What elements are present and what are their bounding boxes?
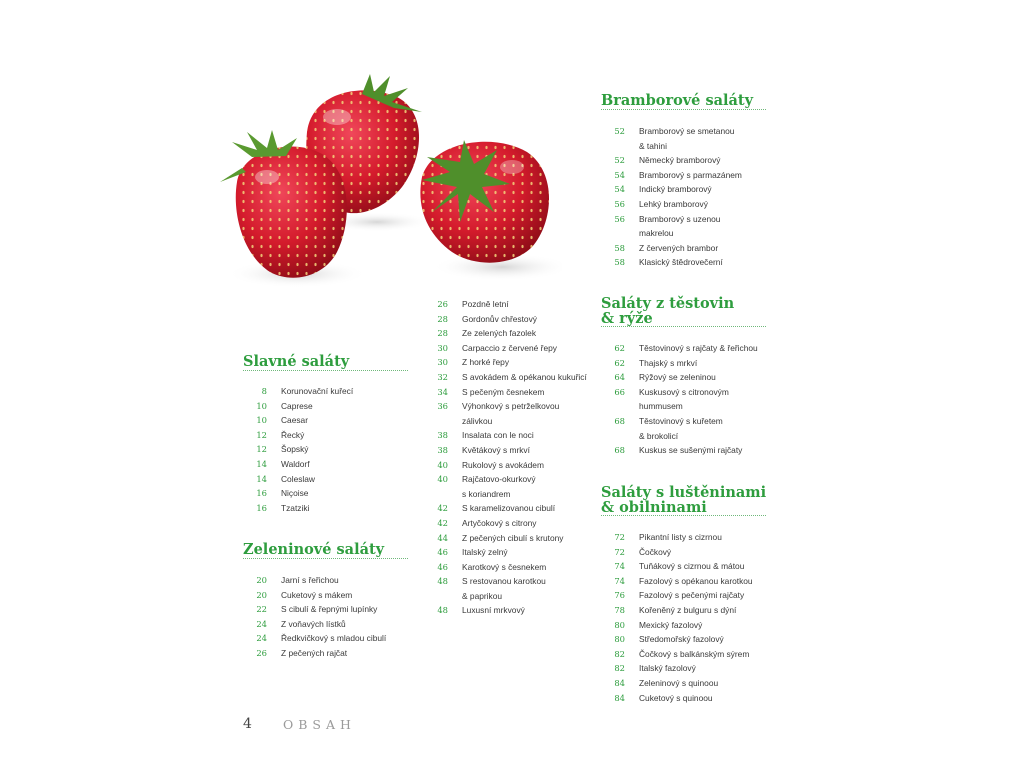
toc-entry	[424, 560, 587, 575]
toc-page-number: 78	[614, 604, 625, 615]
toc-entry	[243, 472, 353, 487]
toc-entry-title: Ze zelených fazolek	[462, 328, 537, 339]
toc-entry-title: Klasický štědrovečerní	[639, 257, 723, 268]
toc-entry-title: Kuskusový s citronovým	[639, 386, 729, 397]
toc-page-number: 84	[614, 677, 625, 688]
toc-entry	[243, 617, 386, 632]
toc-entry	[601, 691, 753, 706]
toc-entry-title: Čočkový s balkánským sýrem	[639, 648, 750, 659]
toc-entry-title: Waldorf	[281, 458, 310, 469]
toc-entry	[601, 443, 758, 458]
toc-entry-title: Korunovační kuřecí	[281, 386, 354, 396]
toc-entry	[601, 153, 742, 168]
toc-entry	[243, 399, 353, 414]
toc-page-number: 26	[437, 299, 448, 309]
toc-page-number: 82	[614, 648, 625, 659]
toc-entry	[243, 602, 386, 617]
toc-entry-title: S pečeným česnekem	[462, 386, 545, 397]
toc-page-number: 54	[614, 184, 625, 195]
section-title-slavne: Slavné saláty	[243, 353, 350, 370]
toc-entry-title: Ředkvičkový s mladou cibulí	[281, 633, 387, 644]
section-rule	[601, 515, 766, 516]
toc-entry	[424, 516, 587, 531]
toc-page-number: 42	[437, 517, 448, 528]
toc-entry	[424, 545, 587, 560]
toc-entry-title: Pozdně letní	[462, 299, 509, 309]
toc-page-number: 28	[437, 328, 448, 339]
toc-entry	[243, 413, 353, 428]
toc-entry-title: Luxusní mrkvový	[462, 605, 525, 616]
toc-entry-title: Indický bramborový	[639, 184, 712, 195]
section-title-lusteniny	[601, 485, 766, 515]
toc-entry-title: Tuňákový s cizrnou & mátou	[639, 561, 745, 572]
toc-entry-title: Mexický fazolový	[639, 619, 703, 630]
toc-page-number: 84	[614, 692, 625, 703]
toc-page-number: 46	[437, 561, 448, 572]
toc-entry	[424, 531, 587, 546]
toc-list-testoviny	[601, 341, 758, 458]
toc-entry	[424, 312, 587, 327]
toc-entry-title: Pikantní listy s cizrnou	[639, 532, 722, 542]
toc-entry-title: Těstovinový s kuřetem	[639, 415, 723, 426]
toc-entry	[601, 212, 742, 227]
toc-page-number: 26	[256, 647, 267, 658]
toc-entry-title: Bramborový s parmazánem	[639, 169, 742, 180]
toc-page-number: 80	[614, 634, 625, 645]
toc-page-number: 48	[437, 576, 448, 587]
toc-page-number: 20	[256, 589, 267, 600]
toc-entry-title: S cibulí & řepnými lupínky	[281, 604, 378, 615]
toc-entry-title: Rajčatovo-okurkový	[462, 474, 536, 485]
toc-page-number: 72	[614, 532, 625, 542]
toc-entry	[601, 241, 742, 256]
toc-entry-title: Z pečených cibulí s krutony	[462, 532, 564, 543]
toc-entry-title: Caesar	[281, 415, 308, 426]
toc-page-number: 52	[614, 155, 625, 166]
toc-entry	[424, 487, 587, 502]
toc-entry	[424, 443, 587, 458]
toc-entry-title: Karotkový s česnekem	[462, 561, 547, 572]
toc-page-number: 48	[437, 605, 448, 616]
toc-page-number: 72	[614, 546, 625, 557]
toc-page-number: 10	[256, 400, 267, 411]
toc-entry-title: s koriandrem	[462, 488, 511, 499]
strawberry-right	[420, 140, 549, 263]
section-title-line: Saláty z těstovin	[601, 295, 735, 312]
toc-entry	[424, 458, 587, 473]
toc-page-number: 30	[437, 357, 448, 368]
toc-entry-title: S restovanou karotkou	[462, 576, 546, 587]
toc-entry	[601, 139, 742, 154]
strawberries-photo	[212, 62, 562, 302]
toc-entry-title: Gordonův chřestový	[462, 313, 537, 324]
toc-entry	[601, 530, 753, 545]
toc-entry-title: Thajský s mrkví	[639, 357, 698, 368]
toc-entry	[424, 341, 587, 356]
toc-page-number: 74	[614, 561, 625, 572]
toc-entry	[243, 486, 353, 501]
toc-entry	[601, 341, 758, 356]
toc-entry-title: Artyčokový s citrony	[462, 517, 537, 528]
section-title-testoviny	[601, 296, 734, 326]
toc-page-number: 64	[614, 372, 625, 383]
footer-label: OBSAH	[283, 717, 356, 732]
toc-entry-title: Bramborový se smetanou	[639, 126, 735, 136]
toc-entry	[424, 428, 587, 443]
toc-entry	[601, 226, 742, 241]
toc-entry-title: Cuketový s quinoou	[639, 692, 713, 703]
toc-entry	[243, 646, 386, 661]
toc-page-number: 8	[261, 386, 267, 396]
toc-entry-title: Coleslaw	[281, 473, 315, 484]
toc-page-number: 58	[614, 257, 625, 268]
toc-list-lusteniny	[601, 530, 753, 705]
toc-page-number: 62	[614, 357, 625, 368]
toc-page-number: 20	[256, 575, 267, 585]
toc-page-number: 42	[437, 503, 448, 514]
toc-page-number: 16	[256, 502, 267, 513]
toc-page-number: 82	[614, 663, 625, 674]
toc-entry	[424, 370, 587, 385]
toc-entry-title: makrelou	[639, 228, 674, 239]
toc-page-number: 30	[437, 342, 448, 353]
toc-entry	[601, 385, 758, 400]
toc-entry	[243, 501, 353, 516]
toc-entry-title: Těstovinový s rajčaty & řeřichou	[639, 343, 758, 353]
toc-entry	[424, 603, 587, 618]
toc-page-number: 32	[437, 371, 448, 382]
toc-entry-title: Kuskus se sušenými rajčaty	[639, 445, 743, 456]
toc-entry	[243, 588, 386, 603]
toc-page-number: 54	[614, 169, 625, 180]
toc-entry	[243, 384, 353, 399]
section-title-zeleninove: Zeleninové saláty	[243, 541, 385, 558]
toc-page-number: 28	[437, 313, 448, 324]
toc-page-number: 68	[614, 445, 625, 456]
toc-entry-title: Italský zelný	[462, 547, 508, 558]
toc-page-number: 40	[437, 474, 448, 485]
toc-entry	[601, 370, 758, 385]
toc-entry-title: Kořeněný z bulguru s dýní	[639, 604, 737, 615]
toc-entry-title: Německý bramborový	[639, 155, 721, 166]
section-title-line: & obilninami	[601, 499, 707, 516]
toc-entry	[601, 603, 753, 618]
toc-entry	[601, 429, 758, 444]
toc-page-number: 16	[256, 488, 267, 499]
toc-entry	[424, 355, 587, 370]
toc-page-number: 46	[437, 547, 448, 558]
section-rule	[601, 326, 766, 327]
toc-entry-title: Rukolový s avokádem	[462, 459, 544, 470]
toc-entry	[601, 399, 758, 414]
toc-entry-title: Tzatziki	[281, 502, 310, 513]
toc-entry-title: Italský fazolový	[639, 663, 696, 674]
toc-entry	[601, 168, 742, 183]
toc-page-number: 44	[437, 532, 448, 543]
toc-entry	[601, 414, 758, 429]
toc-entry-title: Šopský	[281, 444, 309, 455]
toc-page-number: 58	[614, 242, 625, 253]
toc-entry-title: & brokolicí	[639, 430, 679, 441]
toc-page-number: 24	[256, 633, 267, 644]
toc-entry-title: Z horké řepy	[462, 357, 510, 368]
toc-entry-title: Zeleninový s quinoou	[639, 677, 719, 688]
toc-entry-title: S avokádem & opékanou kukuřicí	[462, 371, 587, 382]
toc-entry	[424, 326, 587, 341]
toc-page-number: 22	[256, 604, 267, 615]
toc-entry-title: Čočkový	[639, 546, 672, 557]
section-title-line: Saláty s luštěninami	[601, 484, 767, 501]
toc-entry	[243, 442, 353, 457]
toc-entry-title: Z pečených rajčat	[281, 647, 348, 658]
toc-page-number: 10	[256, 415, 267, 426]
toc-list-zeleninove	[243, 573, 386, 661]
toc-entry-title: Rýžový se zeleninou	[639, 372, 716, 383]
section-rule	[243, 558, 408, 559]
toc-entry	[601, 647, 753, 662]
toc-entry-title: Řecký	[281, 429, 305, 440]
toc-page-number: 68	[614, 415, 625, 426]
toc-entry	[424, 589, 587, 604]
toc-entry-title: Lehký bramborový	[639, 198, 708, 209]
toc-entry	[601, 197, 742, 212]
toc-entry-title: Z voňavých lístků	[281, 618, 346, 629]
toc-page-number: 80	[614, 619, 625, 630]
toc-entry	[424, 385, 587, 400]
toc-page-number: 38	[437, 444, 448, 455]
section-title-line: & rýže	[601, 310, 653, 327]
toc-entry-title: Niçoise	[281, 488, 309, 499]
toc-entry	[601, 618, 753, 633]
section-rule	[601, 109, 766, 110]
toc-entry	[601, 676, 753, 691]
toc-page-number: 14	[256, 473, 267, 484]
toc-entry-title: S karamelizovanou cibulí	[462, 503, 556, 514]
toc-entry-title: Z červených brambor	[639, 242, 719, 253]
toc-page-number: 34	[437, 386, 448, 397]
toc-page-number: 66	[614, 386, 625, 397]
toc-page-number: 62	[614, 343, 625, 353]
toc-entry	[243, 573, 386, 588]
toc-entry-title: Carpaccio z červené řepy	[462, 342, 557, 353]
toc-entry-title: & tahini	[639, 140, 667, 151]
toc-entry	[243, 457, 353, 472]
toc-list-bramborove	[601, 124, 742, 270]
section-rule	[243, 370, 408, 371]
toc-page-number: 56	[614, 213, 625, 224]
toc-entry	[424, 574, 587, 589]
toc-entry-title: Fazolový s pečenými rajčaty	[639, 590, 745, 601]
toc-page-number: 12	[256, 429, 267, 440]
toc-entry	[601, 574, 753, 589]
toc-page-number: 38	[437, 430, 448, 441]
toc-entry	[601, 661, 753, 676]
page-number: 4	[243, 716, 252, 732]
toc-entry	[601, 182, 742, 197]
toc-page-number: 56	[614, 198, 625, 209]
toc-entry-title: Insalata con le noci	[462, 430, 534, 441]
toc-entry-title: Středomořský fazolový	[639, 634, 724, 645]
toc-entry	[601, 545, 753, 560]
toc-entry	[424, 472, 587, 487]
toc-page-number: 52	[614, 126, 625, 136]
toc-entry-title: Caprese	[281, 400, 313, 411]
toc-entry	[424, 501, 587, 516]
toc-entry-title: Fazolový s opékanou karotkou	[639, 575, 753, 586]
toc-entry	[424, 399, 587, 414]
toc-entry-title: hummusem	[639, 401, 683, 412]
toc-list-slavne	[243, 384, 353, 515]
toc-page-number: 74	[614, 575, 625, 586]
toc-list-zeleninove-cont	[424, 297, 587, 618]
toc-entry-title: & paprikou	[462, 590, 503, 601]
toc-page-number: 24	[256, 618, 267, 629]
toc-entry-title: zálivkou	[462, 415, 493, 426]
toc-entry-title: Výhonkový s petrželkovou	[462, 401, 560, 412]
toc-page-number: 14	[256, 458, 267, 469]
toc-entry	[424, 297, 587, 312]
toc-entry-title: Bramborový s uzenou	[639, 213, 721, 224]
toc-page-number: 76	[614, 590, 625, 601]
toc-entry-title: Cuketový s mákem	[281, 589, 353, 600]
toc-entry	[243, 428, 353, 443]
toc-entry	[601, 255, 742, 270]
toc-page-number: 40	[437, 459, 448, 470]
toc-entry	[243, 631, 386, 646]
toc-entry	[424, 414, 587, 429]
toc-page-number: 36	[437, 401, 448, 412]
toc-entry	[601, 124, 742, 139]
toc-entry	[601, 356, 758, 371]
toc-entry-title: Květákový s mrkví	[462, 444, 530, 455]
toc-page-number: 12	[256, 444, 267, 455]
toc-entry-title: Jarní s řeřichou	[281, 575, 339, 585]
toc-entry	[601, 588, 753, 603]
toc-entry	[601, 632, 753, 647]
section-title-bramborove: Bramborové saláty	[601, 92, 754, 109]
toc-entry	[601, 559, 753, 574]
